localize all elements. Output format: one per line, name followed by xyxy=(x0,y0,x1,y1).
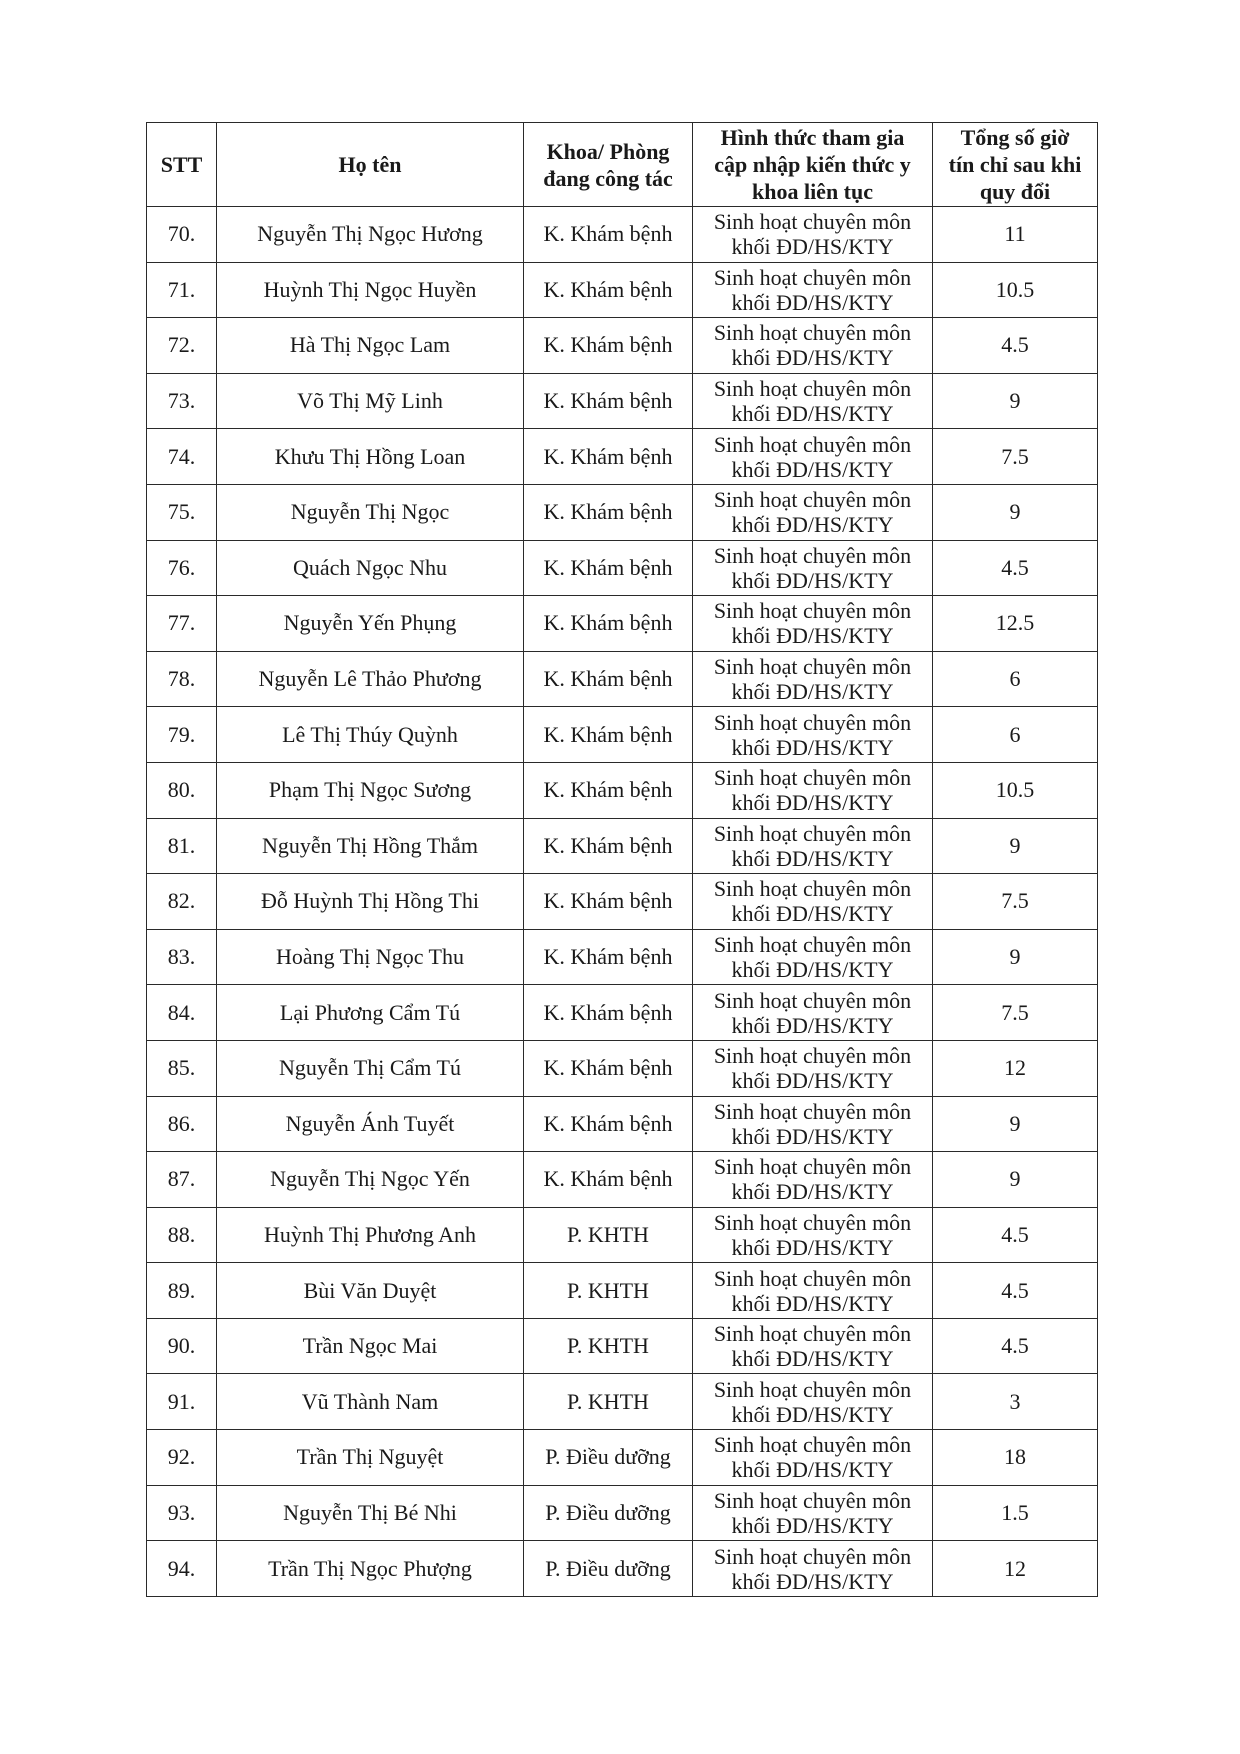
cell-stt: 93. xyxy=(147,1485,217,1541)
header-department-line: đang công tác xyxy=(543,165,673,191)
participation-form-line: khối ĐD/HS/KTY xyxy=(731,623,894,649)
cell-total-credit-hours: 4.5 xyxy=(933,1318,1098,1374)
cell-total-credit-hours: 6 xyxy=(933,707,1098,763)
participation-form-line: Sinh hoạt chuyên môn xyxy=(713,1432,912,1458)
participation-form-line: khối ĐD/HS/KTY xyxy=(731,1457,894,1483)
cell-participation-form xyxy=(693,484,933,540)
cell-participation-form xyxy=(693,929,933,985)
header-form-line: Hình thức tham gia xyxy=(720,125,905,150)
participation-form-line: Sinh hoạt chuyên môn xyxy=(713,876,912,902)
participation-form-line: Sinh hoạt chuyên môn xyxy=(713,487,912,513)
table-row xyxy=(147,429,1098,485)
cell-full-name: Nguyễn Thị Hồng Thắm xyxy=(217,818,524,874)
participation-form-line: Sinh hoạt chuyên môn xyxy=(713,987,912,1013)
cell-full-name: Đỗ Huỳnh Thị Hồng Thi xyxy=(217,874,524,930)
cell-department: K. Khám bệnh xyxy=(524,985,693,1041)
table-row xyxy=(147,707,1098,763)
table-row xyxy=(147,484,1098,540)
table-row xyxy=(147,1318,1098,1374)
cell-full-name: Quách Ngọc Nhu xyxy=(217,540,524,596)
cell-department: P. Điều dưỡng xyxy=(524,1485,693,1541)
cell-department: K. Khám bệnh xyxy=(524,874,693,930)
cell-stt: 76. xyxy=(147,540,217,596)
cell-participation-form xyxy=(693,596,933,652)
cell-total-credit-hours: 10.5 xyxy=(933,262,1098,318)
participation-form-line: khối ĐD/HS/KTY xyxy=(731,1179,894,1205)
cell-department: P. KHTH xyxy=(524,1374,693,1430)
cell-total-credit-hours: 7.5 xyxy=(933,874,1098,930)
cell-department: K. Khám bệnh xyxy=(524,1096,693,1152)
cell-participation-form xyxy=(693,707,933,763)
header-form-line: khoa liên tục xyxy=(751,179,874,204)
cell-full-name: Huỳnh Thị Phương Anh xyxy=(217,1207,524,1263)
participation-form-line: Sinh hoạt chuyên môn xyxy=(713,376,912,402)
table-row xyxy=(147,1485,1098,1541)
participation-form-line: khối ĐD/HS/KTY xyxy=(731,679,894,705)
cell-participation-form xyxy=(693,1207,933,1263)
cell-department: K. Khám bệnh xyxy=(524,429,693,485)
cell-stt: 77. xyxy=(147,596,217,652)
cell-stt: 89. xyxy=(147,1263,217,1319)
table-row xyxy=(147,1541,1098,1597)
cell-stt: 79. xyxy=(147,707,217,763)
cell-total-credit-hours: 9 xyxy=(933,818,1098,874)
cell-department: P. Điều dưỡng xyxy=(524,1541,693,1597)
participation-form-line: khối ĐD/HS/KTY xyxy=(731,1234,894,1260)
participation-form-line: khối ĐD/HS/KTY xyxy=(731,845,894,871)
cell-full-name: Phạm Thị Ngọc Sương xyxy=(217,762,524,818)
cell-full-name: Trần Thị Ngọc Phượng xyxy=(217,1541,524,1597)
cell-total-credit-hours: 9 xyxy=(933,373,1098,429)
table-row xyxy=(147,373,1098,429)
participation-form-line: Sinh hoạt chuyên môn xyxy=(713,264,912,290)
cell-full-name: Trần Thị Nguyệt xyxy=(217,1430,524,1486)
participation-form-line: khối ĐD/HS/KTY xyxy=(731,1012,894,1038)
table-row xyxy=(147,1430,1098,1486)
cell-stt: 92. xyxy=(147,1430,217,1486)
header-total-credit-hours xyxy=(933,123,1098,207)
cell-department: K. Khám bệnh xyxy=(524,707,693,763)
participation-form-line: khối ĐD/HS/KTY xyxy=(731,790,894,816)
participation-form-line: khối ĐD/HS/KTY xyxy=(731,734,894,760)
cell-full-name: Trần Ngọc Mai xyxy=(217,1318,524,1374)
participation-form-line: khối ĐD/HS/KTY xyxy=(731,345,894,371)
cell-stt: 84. xyxy=(147,985,217,1041)
cell-stt: 70. xyxy=(147,207,217,263)
header-participation-form xyxy=(693,123,933,207)
cell-stt: 72. xyxy=(147,318,217,374)
table-row xyxy=(147,1263,1098,1319)
cell-full-name: Huỳnh Thị Ngọc Huyền xyxy=(217,262,524,318)
participation-form-line: Sinh hoạt chuyên môn xyxy=(713,709,912,735)
cell-total-credit-hours: 7.5 xyxy=(933,429,1098,485)
cell-stt: 94. xyxy=(147,1541,217,1597)
cell-participation-form xyxy=(693,429,933,485)
cell-total-credit-hours: 12 xyxy=(933,1541,1098,1597)
cell-department: P. Điều dưỡng xyxy=(524,1430,693,1486)
participation-form-line: khối ĐD/HS/KTY xyxy=(731,1568,894,1594)
cell-total-credit-hours: 4.5 xyxy=(933,1207,1098,1263)
participation-form-line: khối ĐD/HS/KTY xyxy=(731,512,894,538)
participation-form-line: Sinh hoạt chuyên môn xyxy=(713,542,912,568)
participation-form-line: khối ĐD/HS/KTY xyxy=(731,1512,894,1538)
cell-participation-form xyxy=(693,1485,933,1541)
cell-department: K. Khám bệnh xyxy=(524,262,693,318)
cell-full-name: Nguyễn Thị Ngọc Hương xyxy=(217,207,524,263)
table-row xyxy=(147,207,1098,263)
table-row xyxy=(147,929,1098,985)
cell-full-name: Lại Phương Cẩm Tú xyxy=(217,985,524,1041)
cell-participation-form xyxy=(693,1318,933,1374)
cell-department: K. Khám bệnh xyxy=(524,762,693,818)
cell-total-credit-hours: 11 xyxy=(933,207,1098,263)
table-row xyxy=(147,818,1098,874)
cell-stt: 82. xyxy=(147,874,217,930)
cell-stt: 71. xyxy=(147,262,217,318)
table-row xyxy=(147,1374,1098,1430)
participation-form-line: Sinh hoạt chuyên môn xyxy=(713,932,912,958)
table-body xyxy=(147,207,1098,1597)
table-row xyxy=(147,540,1098,596)
cell-department: K. Khám bệnh xyxy=(524,373,693,429)
cell-stt: 91. xyxy=(147,1374,217,1430)
cell-stt: 81. xyxy=(147,818,217,874)
cell-department: K. Khám bệnh xyxy=(524,318,693,374)
cell-participation-form xyxy=(693,1541,933,1597)
cell-total-credit-hours: 6 xyxy=(933,651,1098,707)
cell-participation-form xyxy=(693,262,933,318)
cell-stt: 78. xyxy=(147,651,217,707)
table-row xyxy=(147,762,1098,818)
participation-form-line: Sinh hoạt chuyên môn xyxy=(713,431,912,457)
cell-total-credit-hours: 12 xyxy=(933,1040,1098,1096)
cell-total-credit-hours: 18 xyxy=(933,1430,1098,1486)
table-row xyxy=(147,1096,1098,1152)
participation-form-line: khối ĐD/HS/KTY xyxy=(731,1123,894,1149)
cell-department: P. KHTH xyxy=(524,1207,693,1263)
cell-participation-form xyxy=(693,1096,933,1152)
cell-stt: 83. xyxy=(147,929,217,985)
cell-department: K. Khám bệnh xyxy=(524,929,693,985)
cell-stt: 86. xyxy=(147,1096,217,1152)
cell-participation-form xyxy=(693,762,933,818)
cell-full-name: Nguyễn Thị Ngọc xyxy=(217,484,524,540)
participation-form-line: khối ĐD/HS/KTY xyxy=(731,567,894,593)
cell-full-name: Lê Thị Thúy Quỳnh xyxy=(217,707,524,763)
cell-full-name: Hà Thị Ngọc Lam xyxy=(217,318,524,374)
participation-form-line: khối ĐD/HS/KTY xyxy=(731,1290,894,1316)
table-row xyxy=(147,318,1098,374)
participation-form-line: khối ĐD/HS/KTY xyxy=(731,289,894,315)
participation-form-line: Sinh hoạt chuyên môn xyxy=(713,1043,912,1069)
participation-form-line: Sinh hoạt chuyên môn xyxy=(713,820,912,846)
header-form-line: cập nhập kiến thức y xyxy=(714,152,911,177)
cell-total-credit-hours: 9 xyxy=(933,484,1098,540)
cell-department: K. Khám bệnh xyxy=(524,1040,693,1096)
participation-form-line: khối ĐD/HS/KTY xyxy=(731,1346,894,1372)
participation-form-line: Sinh hoạt chuyên môn xyxy=(713,1154,912,1180)
table-header-row xyxy=(147,123,1098,207)
cell-department: K. Khám bệnh xyxy=(524,540,693,596)
header-department-line: Khoa/ Phòng xyxy=(546,138,670,164)
participation-form-line: Sinh hoạt chuyên môn xyxy=(713,765,912,791)
cell-participation-form xyxy=(693,1263,933,1319)
participation-form-line: Sinh hoạt chuyên môn xyxy=(713,1543,912,1569)
cell-participation-form xyxy=(693,540,933,596)
header-stt: STT xyxy=(147,123,217,207)
cell-total-credit-hours: 9 xyxy=(933,1096,1098,1152)
cell-department: P. KHTH xyxy=(524,1318,693,1374)
training-hours-table xyxy=(146,122,1098,1597)
header-total-line: quy đổi xyxy=(979,179,1051,204)
participation-form-line: khối ĐD/HS/KTY xyxy=(731,401,894,427)
cell-total-credit-hours: 4.5 xyxy=(933,1263,1098,1319)
table-row xyxy=(147,262,1098,318)
participation-form-line: Sinh hoạt chuyên môn xyxy=(713,320,912,346)
table-row xyxy=(147,1207,1098,1263)
cell-stt: 75. xyxy=(147,484,217,540)
table-row xyxy=(147,596,1098,652)
participation-form-line: Sinh hoạt chuyên môn xyxy=(713,1376,912,1402)
table-row xyxy=(147,985,1098,1041)
cell-full-name: Nguyễn Lê Thảo Phương xyxy=(217,651,524,707)
cell-participation-form xyxy=(693,318,933,374)
cell-full-name: Võ Thị Mỹ Linh xyxy=(217,373,524,429)
cell-participation-form xyxy=(693,1374,933,1430)
cell-department: K. Khám bệnh xyxy=(524,596,693,652)
cell-participation-form xyxy=(693,1430,933,1486)
cell-total-credit-hours: 4.5 xyxy=(933,318,1098,374)
participation-form-line: khối ĐD/HS/KTY xyxy=(731,1401,894,1427)
participation-form-line: Sinh hoạt chuyên môn xyxy=(713,209,912,235)
table-row xyxy=(147,1040,1098,1096)
cell-full-name: Vũ Thành Nam xyxy=(217,1374,524,1430)
cell-department: K. Khám bệnh xyxy=(524,484,693,540)
cell-total-credit-hours: 1.5 xyxy=(933,1485,1098,1541)
header-total-line: tín chỉ sau khi xyxy=(948,152,1082,177)
header-total-line: Tổng số giờ xyxy=(960,125,1070,150)
cell-participation-form xyxy=(693,651,933,707)
participation-form-line: khối ĐD/HS/KTY xyxy=(731,957,894,983)
cell-participation-form xyxy=(693,1152,933,1208)
participation-form-line: Sinh hoạt chuyên môn xyxy=(713,598,912,624)
cell-department: K. Khám bệnh xyxy=(524,207,693,263)
header-name: Họ tên xyxy=(217,123,524,207)
cell-total-credit-hours: 9 xyxy=(933,929,1098,985)
cell-total-credit-hours: 4.5 xyxy=(933,540,1098,596)
cell-participation-form xyxy=(693,874,933,930)
cell-department: P. KHTH xyxy=(524,1263,693,1319)
cell-total-credit-hours: 12.5 xyxy=(933,596,1098,652)
cell-full-name: Nguyễn Thị Cẩm Tú xyxy=(217,1040,524,1096)
cell-department: K. Khám bệnh xyxy=(524,1152,693,1208)
cell-full-name: Nguyễn Ánh Tuyết xyxy=(217,1096,524,1152)
cell-department: K. Khám bệnh xyxy=(524,818,693,874)
cell-full-name: Khưu Thị Hồng Loan xyxy=(217,429,524,485)
cell-participation-form xyxy=(693,818,933,874)
table-row xyxy=(147,1152,1098,1208)
cell-total-credit-hours: 3 xyxy=(933,1374,1098,1430)
participation-form-line: Sinh hoạt chuyên môn xyxy=(713,1209,912,1235)
participation-form-line: Sinh hoạt chuyên môn xyxy=(713,1487,912,1513)
participation-form-line: khối ĐD/HS/KTY xyxy=(731,901,894,927)
cell-participation-form xyxy=(693,1040,933,1096)
cell-stt: 73. xyxy=(147,373,217,429)
cell-stt: 88. xyxy=(147,1207,217,1263)
participation-form-line: Sinh hoạt chuyên môn xyxy=(713,1098,912,1124)
cell-total-credit-hours: 10.5 xyxy=(933,762,1098,818)
cell-total-credit-hours: 7.5 xyxy=(933,985,1098,1041)
participation-form-line: Sinh hoạt chuyên môn xyxy=(713,654,912,680)
cell-full-name: Bùi Văn Duyệt xyxy=(217,1263,524,1319)
cell-stt: 87. xyxy=(147,1152,217,1208)
cell-stt: 90. xyxy=(147,1318,217,1374)
cell-participation-form xyxy=(693,985,933,1041)
cell-participation-form xyxy=(693,373,933,429)
participation-form-line: Sinh hoạt chuyên môn xyxy=(713,1321,912,1347)
cell-stt: 80. xyxy=(147,762,217,818)
participation-form-line: khối ĐD/HS/KTY xyxy=(731,234,894,260)
participation-form-line: Sinh hoạt chuyên môn xyxy=(713,1265,912,1291)
table-row xyxy=(147,874,1098,930)
cell-full-name: Hoàng Thị Ngọc Thu xyxy=(217,929,524,985)
cell-stt: 85. xyxy=(147,1040,217,1096)
cell-department: K. Khám bệnh xyxy=(524,651,693,707)
cell-stt: 74. xyxy=(147,429,217,485)
cell-full-name: Nguyễn Yến Phụng xyxy=(217,596,524,652)
participation-form-line: khối ĐD/HS/KTY xyxy=(731,1068,894,1094)
cell-full-name: Nguyễn Thị Ngọc Yến xyxy=(217,1152,524,1208)
table-row xyxy=(147,651,1098,707)
participation-form-line: khối ĐD/HS/KTY xyxy=(731,456,894,482)
cell-full-name: Nguyễn Thị Bé Nhi xyxy=(217,1485,524,1541)
cell-total-credit-hours: 9 xyxy=(933,1152,1098,1208)
header-department xyxy=(524,123,693,207)
cell-participation-form xyxy=(693,207,933,263)
